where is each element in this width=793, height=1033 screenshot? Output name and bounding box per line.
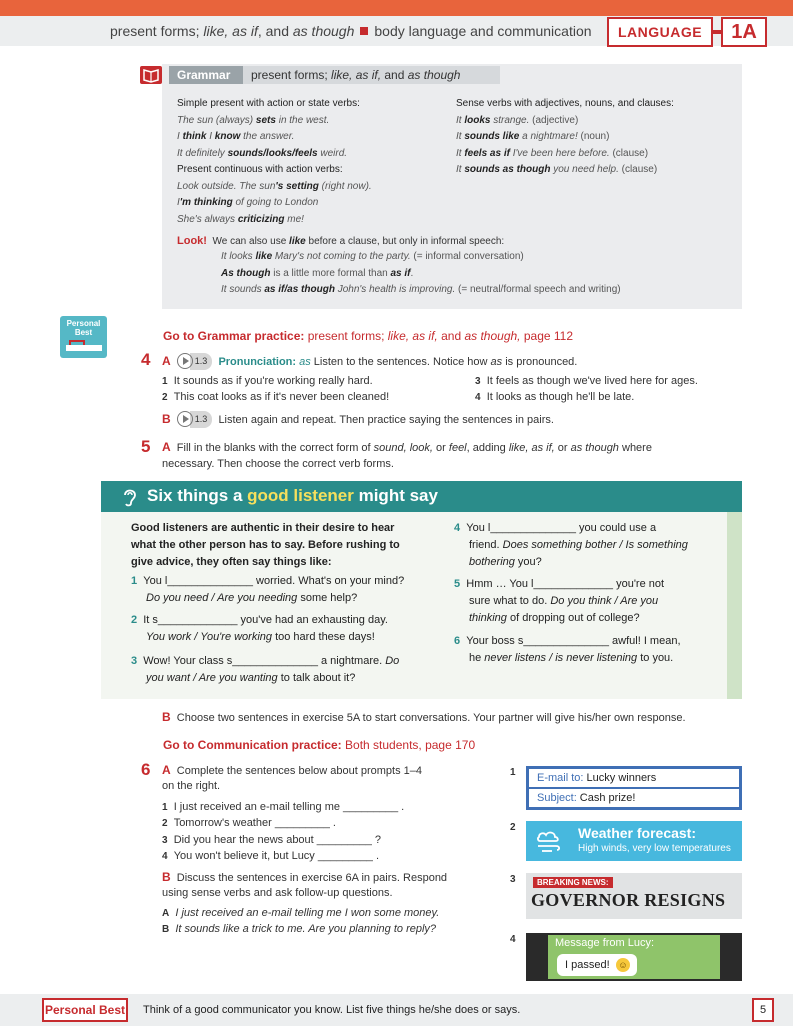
ex5a-instruction-cont: necessary. Then choose the correct verb forms. [162, 458, 394, 470]
ex6a-instruction: A Complete the sentences below about prompts 1–4 [162, 763, 423, 777]
unit-tab: 1A [721, 17, 767, 47]
podium-icon [64, 339, 104, 353]
list-item: 3 Did you hear the news about _________ ? [162, 834, 382, 846]
ex5b-instruction: B Choose two sentences in exercise 5A to start conversations. Your partner will give his/her own response. [162, 710, 686, 724]
audio-track[interactable]: 1.3 [190, 353, 213, 370]
ear-icon [120, 486, 140, 513]
audio-track[interactable]: 1.3 [190, 411, 213, 428]
weather-title: Weather forecast: [578, 825, 697, 841]
ex5a-instruction: A Fill in the blanks with the correct form of sound, look, or feel, adding like, as if, or as though where [162, 440, 652, 454]
listener-intro: Good listeners are authentic in their desire to hear what the other person has to say. Before rushing to give advice, they often say things like: [131, 522, 400, 568]
list-item: 4 You won't believe it, but Lucy _________ . [162, 850, 380, 862]
listener-item: 1 You l______________ worried. What's on your mind? Do you need / Are you needing some help? [131, 575, 405, 604]
listener-item: 3 Wow! Your class s______________ a nightmare. Do you want / Are you wanting to talk about it? [131, 655, 400, 684]
exercise-number: 4 [141, 350, 151, 369]
list-item: 2 This coat looks as if it's never been cleaned! [162, 391, 390, 403]
grammar-example: It sounds as though you need help. (clause) [456, 164, 658, 175]
grammar-example: I'm thinking of going to London [177, 197, 319, 208]
list-item: 1 I just received an e-mail telling me _________ . [162, 801, 405, 813]
personal-best-badge: Personal Best [60, 316, 107, 358]
email-to-row: E-mail to: Lucky winners [528, 768, 740, 788]
top-color-strip [0, 0, 793, 16]
prompt-number: 2 [510, 822, 516, 833]
grammar-example: Look outside. The sun's setting (right now). [177, 180, 372, 192]
ex6b-instruction-cont: using sense verbs and ask follow-up questions. [162, 887, 393, 899]
look-label: Look! [177, 235, 207, 247]
message-sender: Message from Lucy: [555, 937, 655, 949]
grammar-practice-link[interactable]: Go to Grammar practice: present forms; like, as if, and as though, page 112 [163, 329, 574, 343]
ex6a-instruction-cont: on the right. [162, 780, 221, 792]
play-audio-icon[interactable] [177, 411, 193, 427]
listener-title: Six things a good listener might say [147, 486, 438, 505]
list-item: 2 Tomorrow's weather _________ . [162, 817, 336, 829]
listener-item: 5 Hmm … You l_____________ you're not sure what to do. Do you think / Are you thinking of dropping out of college? [454, 578, 665, 624]
grammar-title: present forms; like, as if, and as though [243, 66, 500, 84]
tab-connector [713, 30, 721, 34]
ex6b-instruction: B Discuss the sentences in exercise 6A in pairs. Respond [162, 870, 448, 884]
exercise-number: 5 [141, 437, 151, 456]
grammar-heading: Present continuous with action verbs: [177, 164, 343, 175]
grammar-heading: Sense verbs with adjectives, nouns, and clauses: [456, 98, 674, 109]
footer-text: Think of a good communicator you know. List five things he/she does or says. [143, 1004, 521, 1016]
dialog-line: A I just received an e-mail telling me I won some money. [162, 907, 440, 919]
breaking-news-tag: BREAKING NEWS: [533, 877, 613, 888]
listener-item: 4 You l______________ you could use a friend. Does something bother / Is something bothering you? [454, 522, 688, 568]
look-note: Look! We can also use like before a clause, but only in informal speech: [177, 235, 505, 247]
weather-prompt [526, 821, 742, 861]
book-icon [140, 66, 162, 84]
email-subject-row: Subject: Cash prize! [528, 788, 740, 808]
list-item: 4 It looks as though he'll be late. [475, 391, 635, 403]
list-item: 1 It sounds as if you're working really hard. [162, 375, 373, 387]
prompt-number: 4 [510, 934, 516, 945]
play-audio-icon[interactable] [177, 353, 193, 369]
grammar-example: It feels as if I've been here before. (clause) [456, 147, 649, 159]
ex4a-instruction: A 1.3 Pronunciation: as Listen to the sentences. Notice how as is pronounced. [162, 354, 578, 368]
square-bullet-icon [360, 27, 368, 35]
listener-item: 6 Your boss s______________ awful! I mean, he never listens / is never listening to you. [454, 635, 681, 664]
list-item: 3 It feels as though we've lived here for ages. [475, 375, 698, 387]
personal-best-footer-badge: Personal Best [42, 998, 128, 1022]
email-prompt [526, 766, 742, 810]
grammar-heading: Simple present with action or state verbs: [177, 98, 360, 109]
exercise-number: 6 [141, 760, 151, 779]
grammar-example: I think I know the answer. [177, 131, 295, 142]
grammar-right-column [456, 96, 674, 179]
grammar-example: She's always criticizing me! [177, 213, 304, 225]
listener-item: 2 It s_____________ you've had an exhausting day. You work / You're working too hard these days! [131, 614, 388, 643]
look-examples: It looks like Mary's not coming to the party. (= informal conversation) As though is a little more formal than as if. It sounds as if/as though John's health is improving. (= neutral/formal speech and writing) [221, 251, 621, 295]
ex4b-instruction: B 1.3 Listen again and repeat. Then practice saying the sentences in pairs. [162, 412, 554, 426]
header-topic: present forms; like, as if, and as though body language and communication [110, 23, 592, 39]
dialog-line: B It sounds like a trick to me. Are you planning to reply? [162, 923, 437, 935]
windy-cloud-icon [534, 827, 570, 855]
communication-practice-link[interactable]: Go to Communication practice: Both students, page 170 [163, 738, 476, 752]
weather-subtitle: High winds, very low temperatures [578, 843, 731, 854]
grammar-tag: Grammar [169, 66, 243, 84]
grammar-example: It sounds like a nightmare! (noun) [456, 131, 610, 142]
prompt-number: 3 [510, 874, 516, 885]
page-number: 5 [752, 998, 774, 1022]
grammar-left-column [177, 96, 372, 228]
grammar-example: It looks strange. (adjective) [456, 114, 579, 126]
prompt-number: 1 [510, 767, 516, 778]
grammar-example: It definitely sounds/looks/feels weird. [177, 147, 348, 159]
smiley-icon: ☺ [616, 958, 630, 972]
message-bubble: I passed! [557, 954, 637, 976]
listener-side-bar [727, 512, 742, 699]
grammar-example: The sun (always) sets in the west. [177, 114, 330, 126]
language-tab: LANGUAGE [607, 17, 713, 47]
news-headline: GOVERNOR RESIGNS [531, 890, 726, 910]
